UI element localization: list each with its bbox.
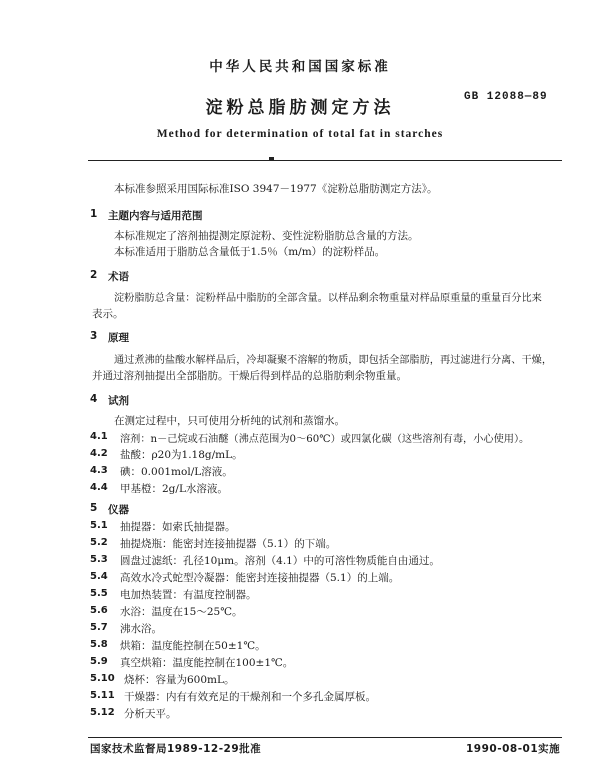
footer-rule (88, 737, 562, 738)
apparatus-item: 真空烘箱：温度能控制在100±1℃。 (120, 657, 294, 669)
section-3-line-1: 通过煮沸的盐酸水解样品后，冷却凝聚不溶解的物质，即包括全部脂肪，再过滤进行分离、干燥， (114, 355, 553, 366)
apparatus-item: 电加热装置：有温度控制器。 (120, 589, 257, 601)
section-4-intro: 在测定过程中，只可使用分析纯的试剂和蒸馏水。 (114, 415, 345, 427)
item-number: 5.6 (90, 605, 108, 616)
apparatus-item: 沸水浴。 (120, 623, 162, 635)
section-1-number: 1 (90, 208, 98, 220)
item-number: 4.2 (90, 448, 108, 459)
section-2-line-2: 表示。 (92, 308, 124, 320)
section-1-para-2: 本标准适用于脂肪总含量低于1.5％（m/m）的淀粉样品。 (114, 246, 386, 258)
section-1-para-1: 本标准规定了溶剂抽提测定原淀粉、变性淀粉脂肪总含量的方法。 (114, 230, 419, 242)
section-3-title: 原理 (108, 332, 129, 344)
section-4-title: 试剂 (108, 395, 129, 407)
section-2-line-1: 淀粉脂肪总含量：淀粉样品中脂肪的全部含量。以样品剩余物重量对样品原重量的重量百分比来 (114, 293, 542, 304)
reagent-item: 碘：0.001mol/L溶液。 (120, 466, 233, 478)
apparatus-item: 抽提烧瓶：能密封连接抽提器（5.1）的下端。 (120, 538, 337, 550)
item-number: 5.7 (90, 622, 108, 633)
item-number: 5.10 (90, 673, 115, 684)
section-3-line-2: 并通过溶剂抽提出全部脂肪。干燥后得到样品的总脂肪剩余物重量。 (92, 370, 407, 382)
apparatus-item: 高效水冷式蛇型冷凝器：能密封连接抽提器（5.1）的上端。 (120, 572, 400, 584)
reagent-item: 溶剂：n－己烷或石油醚（沸点范围为0～60℃）或四氯化碳（这些溶剂有毒，小心使用）。 (120, 434, 530, 445)
reagent-item: 盐酸：ρ20为1.18g/mL。 (120, 449, 243, 461)
item-number: 5.3 (90, 554, 108, 565)
page-title: 淀粉总脂肪测定方法 (205, 98, 395, 118)
item-number: 5.12 (90, 707, 115, 718)
english-title: Method for determination of total fat in starches (156, 128, 444, 140)
approval-date: 国家技术监督局1989-12-29批准 (90, 743, 262, 755)
section-2-title: 术语 (108, 271, 129, 283)
section-5-title: 仪器 (108, 504, 129, 516)
rule-mark (269, 157, 274, 160)
item-number: 5.8 (90, 639, 108, 650)
item-number: 5.2 (90, 537, 108, 548)
section-3-number: 3 (90, 330, 98, 342)
apparatus-item: 烧杯：容量为600mL。 (124, 674, 235, 686)
section-2-number: 2 (90, 269, 98, 281)
item-number: 5.9 (90, 656, 108, 667)
item-number: 5.11 (90, 690, 115, 701)
apparatus-item: 圆盘过滤纸：孔径10μm。溶剂（4.1）中的可溶性物质能自由通过。 (120, 555, 440, 567)
section-5-number: 5 (90, 502, 98, 514)
item-number: 5.1 (90, 520, 108, 531)
item-number: 4.1 (90, 431, 108, 442)
reagent-item: 甲基橙：2g/L水溶液。 (120, 483, 228, 495)
implementation-date: 1990-08-01实施 (466, 743, 561, 755)
apparatus-item: 分析天平。 (124, 708, 177, 720)
national-standard-heading: 中华人民共和国国家标准 (209, 59, 391, 75)
apparatus-item: 抽提器：如索氏抽提器。 (120, 521, 236, 533)
apparatus-item: 干燥器：内有有效充足的干燥剂和一个多孔金属厚板。 (124, 691, 376, 703)
section-4-number: 4 (90, 393, 98, 405)
header-rule (88, 160, 562, 161)
item-number: 5.4 (90, 571, 108, 582)
item-number: 4.3 (90, 465, 108, 476)
intro-text: 本标准参照采用国际标准ISO 3947－1977《淀粉总脂肪测定方法》。 (114, 183, 438, 195)
item-number: 5.5 (90, 588, 108, 599)
apparatus-item: 烘箱：温度能控制在50±1℃。 (120, 640, 266, 652)
item-number: 4.4 (90, 482, 108, 493)
section-1-title: 主题内容与适用范围 (108, 210, 203, 222)
standard-number: GB 12088—89 (464, 91, 548, 103)
apparatus-item: 水浴：温度在15～25℃。 (120, 606, 243, 618)
